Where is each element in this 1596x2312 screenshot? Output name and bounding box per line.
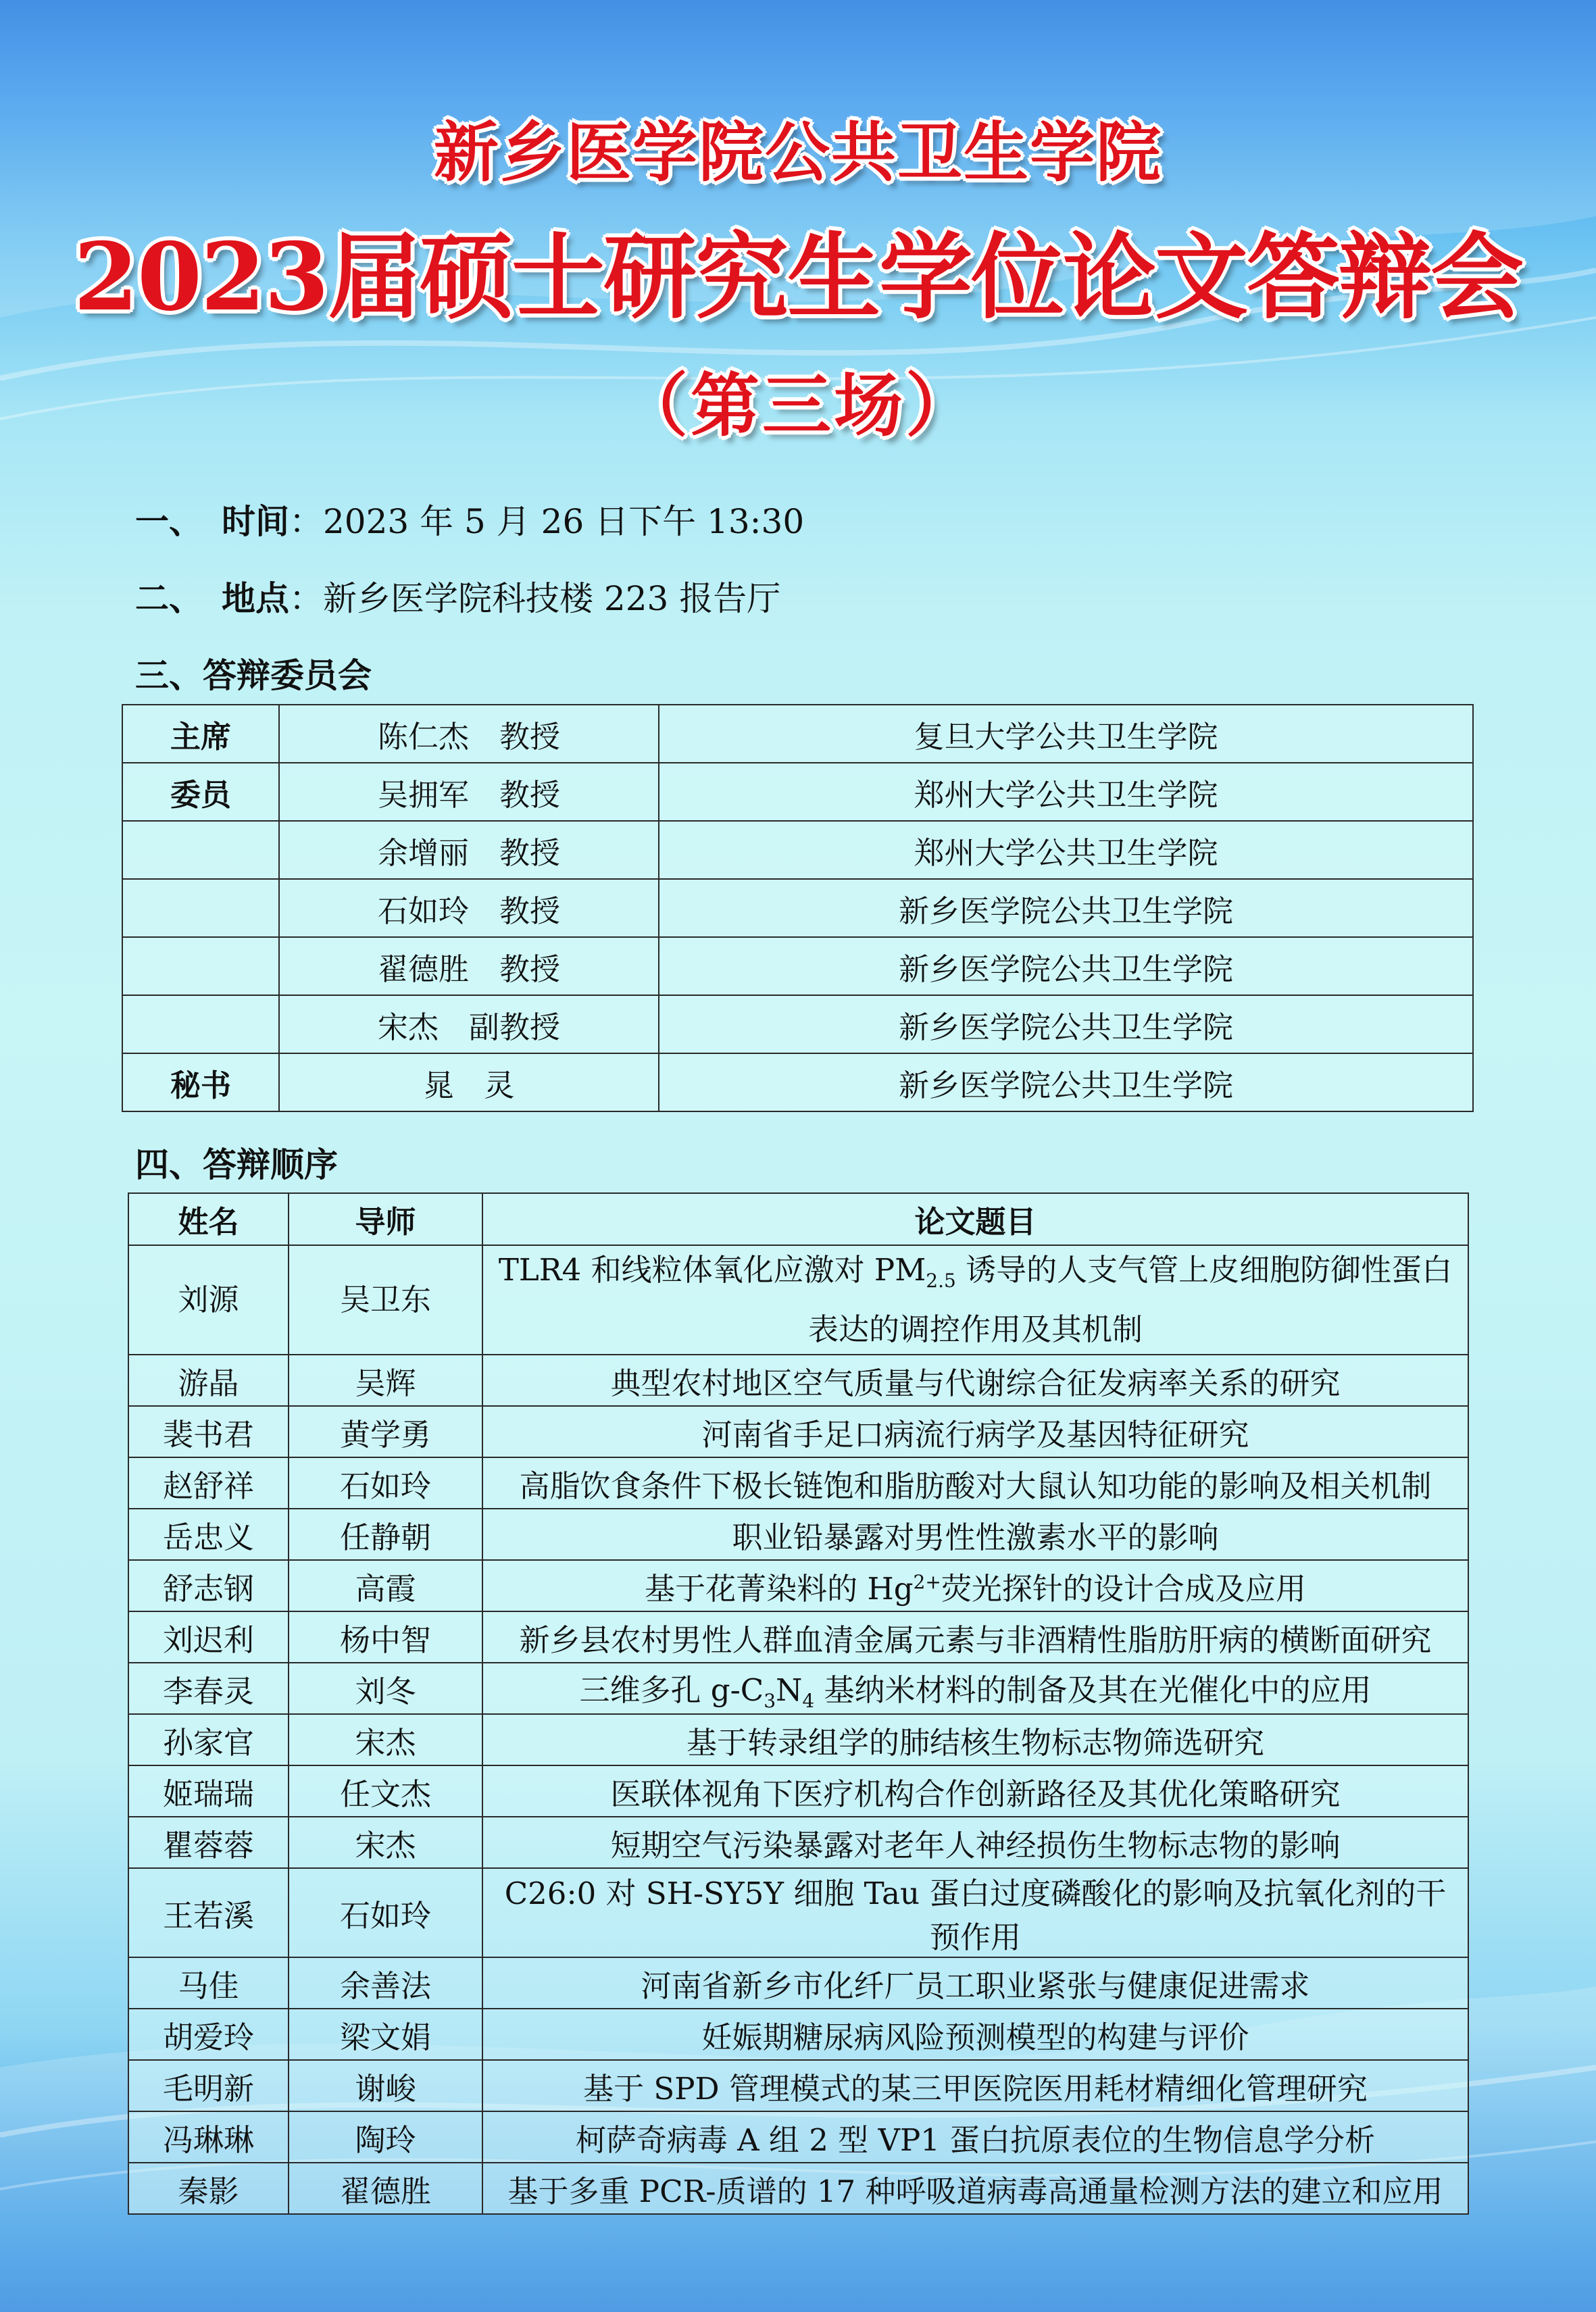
committee-member: 宋杰 副教授 [279, 995, 659, 1053]
thesis-title: 妊娠期糖尿病风险预测模型的构建与评价 [482, 2009, 1468, 2060]
thesis-title: 河南省新乡市化纤厂员工职业紧张与健康促进需求 [482, 1957, 1468, 2009]
info-time-label: 时间 [222, 501, 289, 541]
student-name: 岳忠义 [128, 1509, 289, 1560]
order-row [128, 2060, 1468, 2111]
advisor-name: 宋杰 [289, 1817, 482, 1868]
order-row [128, 1714, 1468, 1765]
order-row [128, 2111, 1468, 2163]
superscript: 2+ [913, 1570, 941, 1593]
thesis-title-part: 基纳米材料的制备及其在光催化中的应用 [814, 1672, 1372, 1708]
committee-org: 新乡医学院公共卫生学院 [659, 937, 1473, 995]
committee-row [122, 821, 1473, 879]
thesis-title [482, 1560, 1468, 1611]
student-name: 李春灵 [128, 1663, 289, 1714]
thesis-title-part: 基于花菁染料的 Hg [645, 1570, 914, 1607]
committee-org: 新乡医学院公共卫生学院 [659, 995, 1473, 1053]
student-name: 瞿蓉蓉 [128, 1817, 289, 1868]
committee-member: 陈仁杰 教授 [279, 705, 659, 763]
order-header-row [128, 1193, 1468, 1245]
col-thesis-title: 论文题目 [482, 1193, 1468, 1245]
info-time-value: ：2023 年 5 月 26 日下午 13:30 [289, 502, 805, 541]
thesis-title-part: 诱导的人支气管上皮细胞防御性蛋白表达的调控作用及其机制 [807, 1252, 1453, 1347]
order-row [128, 1457, 1468, 1509]
thesis-title: 高脂饮食条件下极长链饱和脂肪酸对大鼠认知功能的影响及相关机制 [482, 1457, 1468, 1509]
advisor-name: 谢峻 [289, 2060, 482, 2111]
subscript: 3 [764, 1689, 776, 1712]
student-name: 胡爱玲 [128, 2009, 289, 2060]
order-row [128, 1957, 1468, 2009]
thesis-title [482, 1245, 1468, 1355]
committee-role: 主席 [122, 705, 279, 763]
subscript: 4 [802, 1689, 815, 1712]
thesis-title: C26:0 对 SH-SY5Y 细胞 Tau 蛋白过度磷酸化的影响及抗氧化剂的干预作用 [482, 1868, 1468, 1957]
student-name: 刘迟利 [128, 1611, 289, 1663]
info-place [135, 572, 780, 620]
order-row [128, 1817, 1468, 1868]
order-row [128, 1663, 1468, 1714]
thesis-title-part: 荧光探针的设计合成及应用 [941, 1570, 1306, 1607]
advisor-name: 翟德胜 [289, 2163, 482, 2214]
advisor-name: 吴卫东 [289, 1245, 482, 1355]
title-school: 新乡医学院公共卫生学院 [434, 114, 1162, 191]
student-name: 孙家官 [128, 1714, 289, 1765]
committee-table [122, 704, 1474, 1112]
committee-role [122, 937, 279, 995]
committee-member: 晁 灵 [279, 1053, 659, 1111]
thesis-title [482, 1663, 1468, 1714]
subscript: 2.5 [926, 1270, 956, 1292]
committee-row [122, 937, 1473, 995]
committee-member: 石如玲 教授 [279, 879, 659, 937]
thesis-title: 柯萨奇病毒 A 组 2 型 VP1 蛋白抗原表位的生物信息学分析 [482, 2111, 1468, 2163]
advisor-name: 石如玲 [289, 1457, 482, 1509]
order-row [128, 1355, 1468, 1406]
thesis-title-part: TLR4 和线粒体氧化应激对 PM [498, 1252, 926, 1288]
order-row [128, 1509, 1468, 1560]
committee-row [122, 879, 1473, 937]
order-row [128, 2009, 1468, 2060]
student-name: 姬瑞瑞 [128, 1765, 289, 1817]
order-heading: 四、答辩顺序 [135, 1145, 338, 1184]
committee-org: 新乡医学院公共卫生学院 [659, 879, 1473, 937]
committee-member: 翟德胜 教授 [279, 937, 659, 995]
info-time [135, 495, 804, 543]
advisor-name: 任静朝 [289, 1509, 482, 1560]
thesis-title: 医联体视角下医疗机构合作创新路径及其优化策略研究 [482, 1765, 1468, 1817]
thesis-title-part: 三维多孔 g-C [579, 1672, 764, 1708]
advisor-name: 吴辉 [289, 1355, 482, 1406]
advisor-name: 刘冬 [289, 1663, 482, 1714]
thesis-title: 职业铅暴露对男性性激素水平的影响 [482, 1509, 1468, 1560]
committee-row [122, 763, 1473, 821]
title-session: （第三场） [619, 366, 977, 447]
advisor-name: 杨中智 [289, 1611, 482, 1663]
committee-row [122, 995, 1473, 1053]
col-student-name: 姓名 [128, 1193, 289, 1245]
student-name: 游晶 [128, 1355, 289, 1406]
thesis-title-part: N [776, 1672, 803, 1708]
student-name: 毛明新 [128, 2060, 289, 2111]
info-time-num: 一、 [135, 501, 203, 541]
student-name: 秦影 [128, 2163, 289, 2214]
info-place-num: 二、 [135, 578, 203, 618]
committee-row [122, 705, 1473, 763]
advisor-name: 梁文娟 [289, 2009, 482, 2060]
thesis-title: 基于转录组学的肺结核生物标志物筛选研究 [482, 1714, 1468, 1765]
order-row [128, 1611, 1468, 1663]
committee-member: 余增丽 教授 [279, 821, 659, 879]
advisor-name: 宋杰 [289, 1714, 482, 1765]
order-row [128, 1868, 1468, 1957]
committee-org: 新乡医学院公共卫生学院 [659, 1053, 1473, 1111]
thesis-title: 河南省手足口病流行病学及基因特征研究 [482, 1406, 1468, 1457]
advisor-name: 石如玲 [289, 1868, 482, 1957]
student-name: 马佳 [128, 1957, 289, 2009]
student-name: 舒志钢 [128, 1560, 289, 1611]
thesis-title: 典型农村地区空气质量与代谢综合征发病率关系的研究 [482, 1355, 1468, 1406]
student-name: 冯琳琳 [128, 2111, 289, 2163]
committee-role [122, 879, 279, 937]
order-row [128, 1560, 1468, 1611]
advisor-name: 高霞 [289, 1560, 482, 1611]
title-event: 2023届硕士研究生学位论文答辩会 [73, 222, 1523, 332]
committee-org: 郑州大学公共卫生学院 [659, 821, 1473, 879]
order-row [128, 1245, 1468, 1355]
committee-role [122, 821, 279, 879]
student-name: 赵舒祥 [128, 1457, 289, 1509]
thesis-title: 基于多重 PCR-质谱的 17 种呼吸道病毒高通量检测方法的建立和应用 [482, 2163, 1468, 2214]
committee-org: 郑州大学公共卫生学院 [659, 763, 1473, 821]
committee-role: 委员 [122, 763, 279, 821]
committee-heading: 三、答辩委员会 [135, 655, 372, 695]
order-row [128, 1406, 1468, 1457]
info-place-label: 地点 [222, 578, 289, 618]
order-row [128, 1765, 1468, 1817]
student-name: 刘源 [128, 1245, 289, 1355]
advisor-name: 余善法 [289, 1957, 482, 2009]
committee-role: 秘书 [122, 1053, 279, 1111]
info-place-value: ：新乡医学院科技楼 223 报告厅 [289, 579, 781, 618]
thesis-title: 基于 SPD 管理模式的某三甲医院医用耗材精细化管理研究 [482, 2060, 1468, 2111]
advisor-name: 陶玲 [289, 2111, 482, 2163]
col-advisor: 导师 [289, 1193, 482, 1245]
committee-org: 复旦大学公共卫生学院 [659, 705, 1473, 763]
committee-row [122, 1053, 1473, 1111]
advisor-name: 任文杰 [289, 1765, 482, 1817]
defense-order-table [128, 1192, 1469, 2215]
student-name: 裴书君 [128, 1406, 289, 1457]
thesis-title: 新乡县农村男性人群血清金属元素与非酒精性脂肪肝病的横断面研究 [482, 1611, 1468, 1663]
student-name: 王若溪 [128, 1868, 289, 1957]
order-row [128, 2163, 1468, 2214]
committee-role [122, 995, 279, 1053]
committee-member: 吴拥军 教授 [279, 763, 659, 821]
thesis-title: 短期空气污染暴露对老年人神经损伤生物标志物的影响 [482, 1817, 1468, 1868]
advisor-name: 黄学勇 [289, 1406, 482, 1457]
